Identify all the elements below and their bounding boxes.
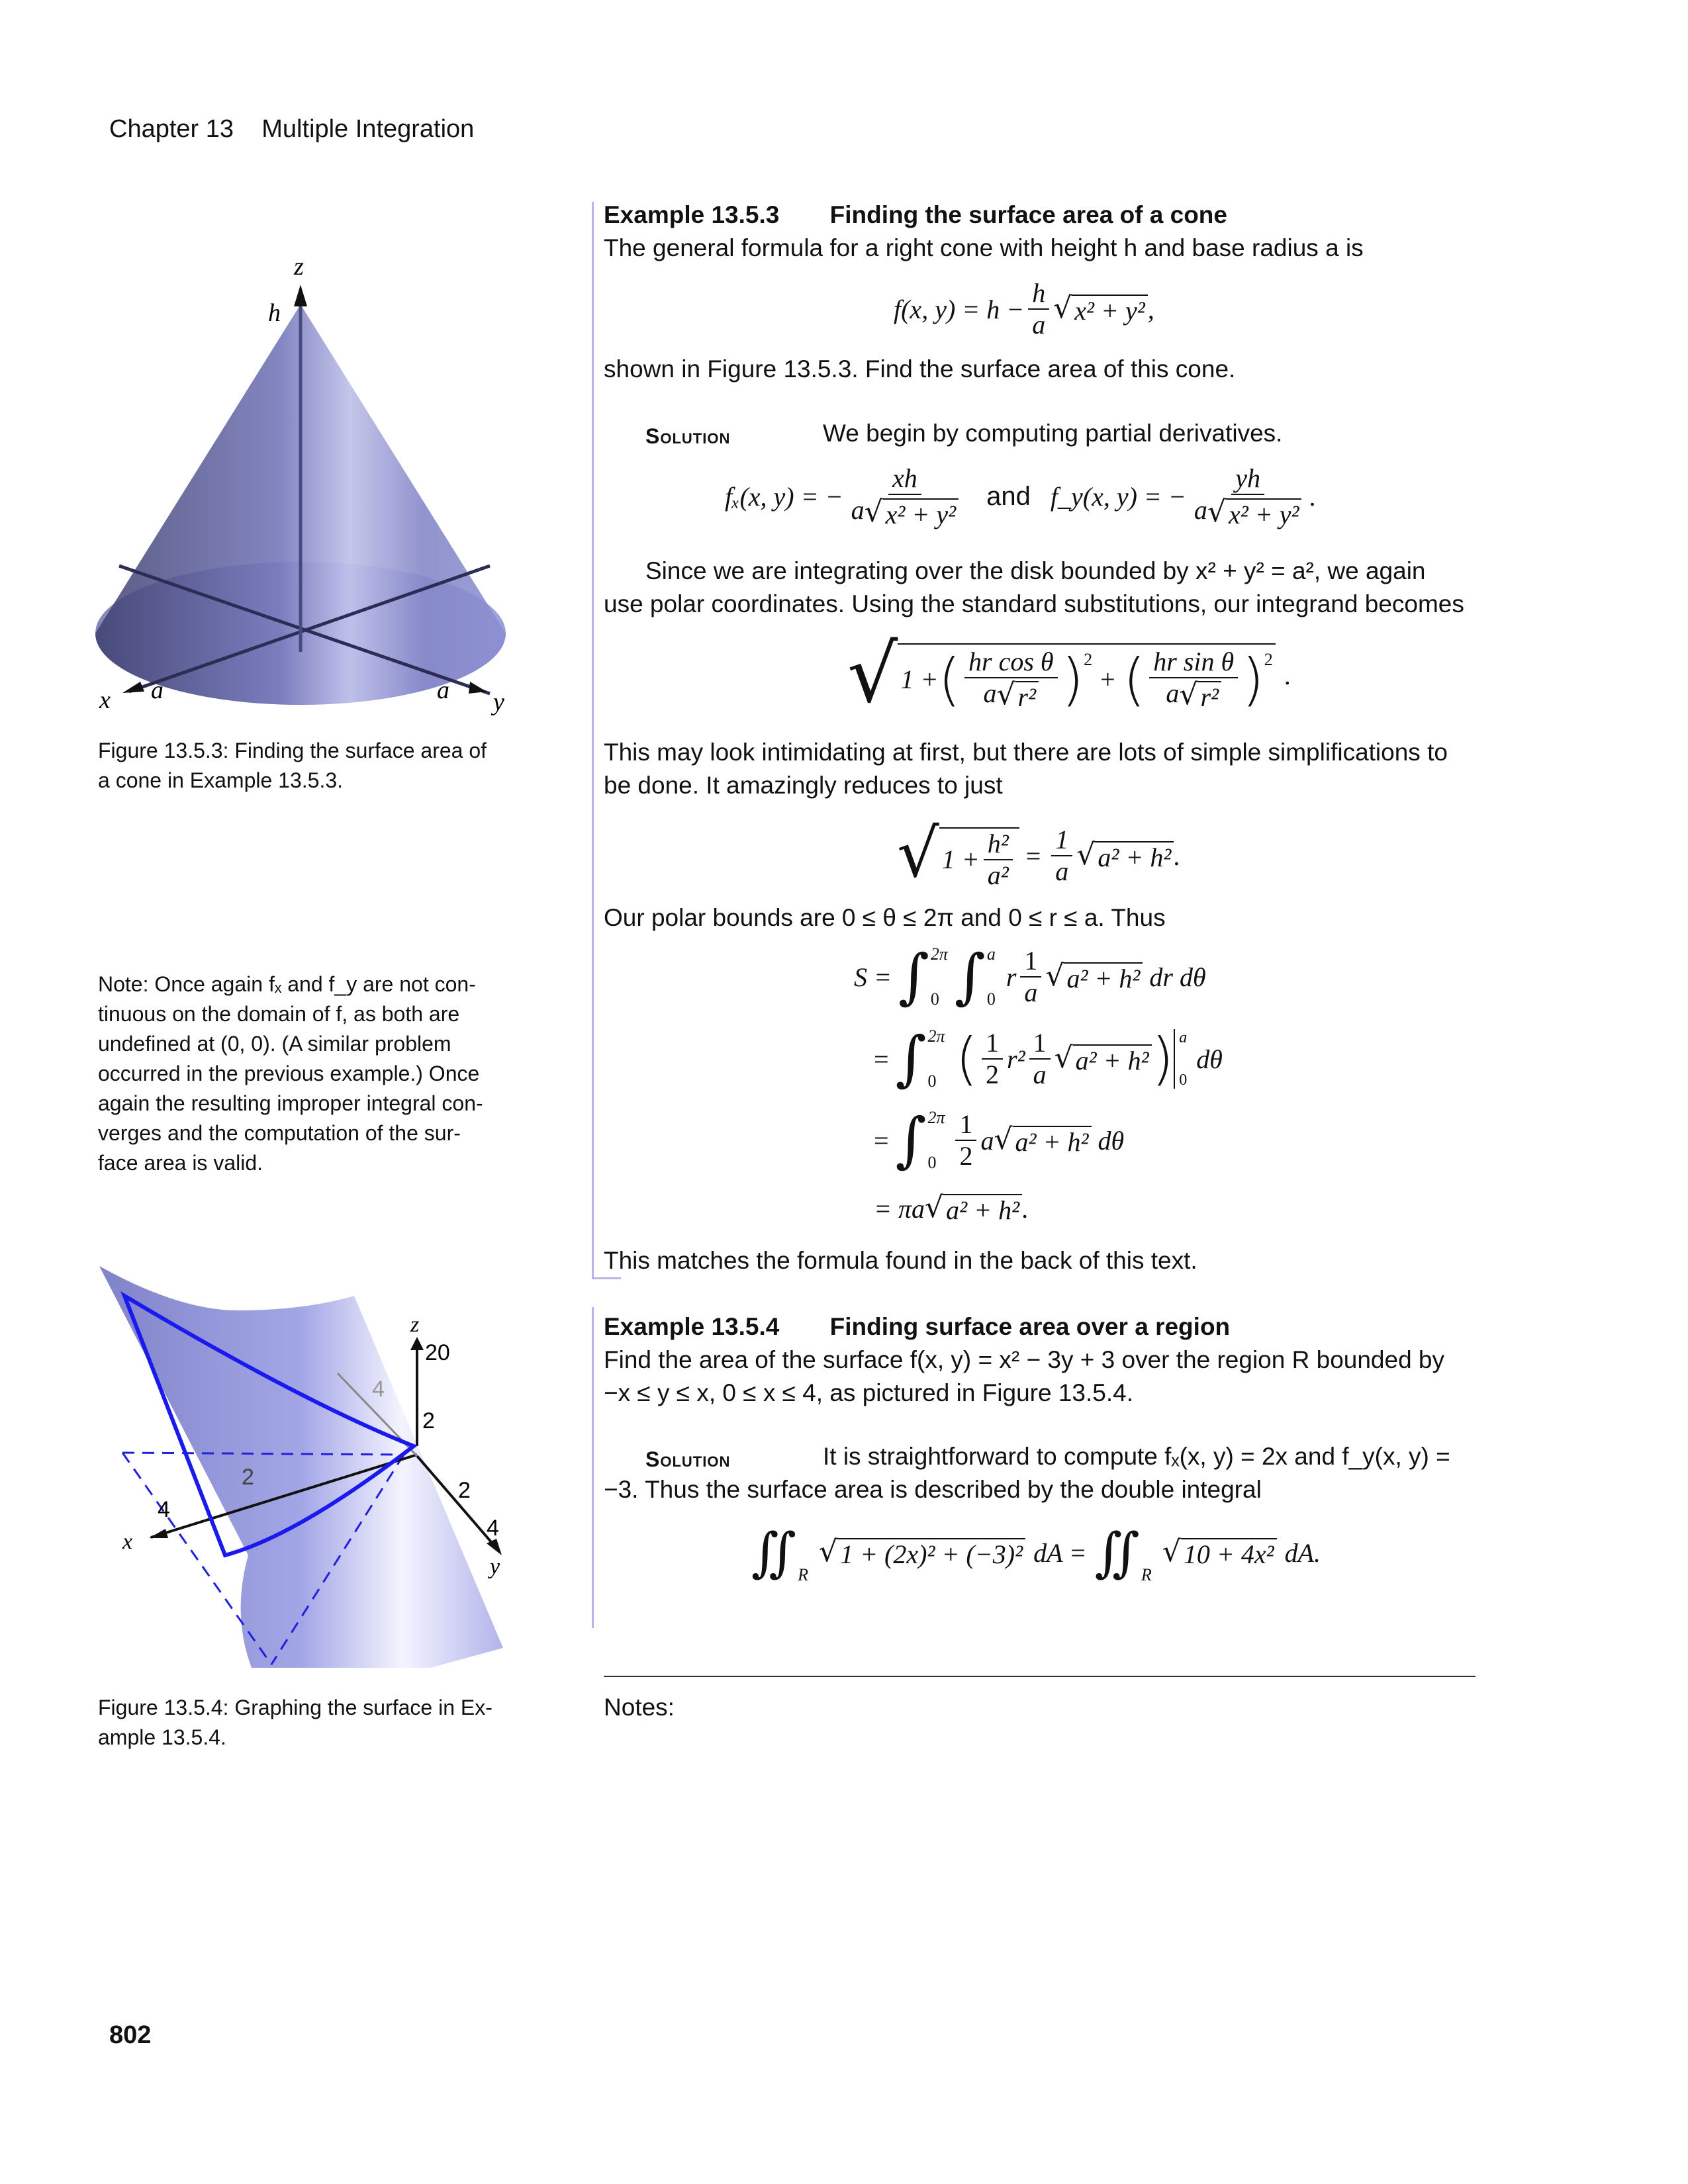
r-squared: r² [1007, 1044, 1025, 1074]
lower-limit: 0 [927, 1153, 937, 1172]
cone-formula [894, 278, 1154, 340]
caption-line: a cone in Example 13.5.3. [98, 768, 344, 792]
example-heading [604, 1310, 1230, 1343]
notes-label: Notes: [604, 1694, 675, 1721]
radicand: a² + h² [1073, 1044, 1152, 1076]
example-title: Finding the surface area of a cone [829, 201, 1227, 228]
square-root: √ 1 + ( hr cos θ a √ r² ) 2 + ( hr sin θ a √ r² ) 2 [847, 635, 1276, 715]
fraction [1190, 463, 1306, 530]
fraction [1028, 278, 1049, 340]
fx-lhs: fₓ(x, y) = − [725, 481, 843, 512]
differential: dr dθ [1149, 962, 1206, 992]
upper-limit: a [986, 944, 996, 964]
h-label: h [268, 299, 281, 327]
den-a: a [851, 495, 865, 525]
paragraph: We begin by computing partial derivatives. [823, 420, 1283, 447]
x-arrow-icon [122, 682, 144, 693]
differential: dθ [1098, 1125, 1125, 1156]
cone-figure [93, 255, 523, 718]
z-label: z [410, 1312, 420, 1337]
note-line: face area is valid. [98, 1151, 263, 1175]
lower-limit: 0 [930, 989, 939, 1009]
x-tick-2: 2 [242, 1465, 254, 1490]
z-arrow-icon [410, 1337, 424, 1350]
numerator: yh [1231, 463, 1264, 495]
radicand: a² + h² [943, 1194, 1022, 1226]
punctuation: . [1174, 841, 1181, 871]
x-tick-4: 4 [158, 1497, 170, 1522]
radicand: r² [1015, 681, 1039, 713]
solution-label-row [645, 1442, 730, 1476]
solution-label: Solution [645, 1447, 731, 1471]
integral-sign: ∫ 2π 0 [895, 1105, 945, 1175]
surface-figure [86, 1244, 536, 1668]
a-label: a [151, 676, 164, 704]
region-subscript: R [1141, 1565, 1152, 1584]
denominator: a √ x² + y² [847, 495, 963, 530]
z-arrow-icon [294, 285, 307, 306]
punctuation: , [1147, 294, 1154, 324]
radicand: a² + h² [1064, 962, 1143, 994]
caption-line: Figure 13.5.4: Graphing the surface in Ex- [98, 1696, 492, 1719]
y-label: y [493, 688, 504, 716]
radicand: a² + h² [1013, 1126, 1092, 1158]
fraction [847, 463, 963, 530]
equals: = [874, 1044, 889, 1074]
solution-label-row [645, 419, 730, 453]
numerator: 1 [982, 1028, 1003, 1060]
integral-step-1: S = ∫ 2π 0 ∫ a 0 r $\frac{1}{a}$ √ a² + h² dr dθ [854, 942, 1206, 1011]
paragraph: Find the area of the surface f(x, y) = x² − 3y + 3 over the region R bounded by [604, 1346, 1445, 1373]
example-heading [604, 199, 1227, 232]
fraction [1020, 946, 1041, 1008]
denominator: a [1055, 856, 1069, 886]
note-line: tinuous on the domain of f, as both are [98, 1002, 460, 1026]
numerator: 1 [1020, 946, 1041, 978]
simplified-formula [897, 815, 1181, 892]
fraction [964, 647, 1058, 713]
fraction [1029, 1028, 1051, 1090]
figure-caption [98, 1693, 492, 1752]
radicand: x² + y² [1072, 295, 1147, 326]
integral-result: = πa √ a² + h² . [874, 1191, 1029, 1225]
numerator: h [1028, 278, 1049, 310]
partial-derivatives [725, 463, 1316, 530]
numerator: 1 [1029, 1028, 1051, 1060]
paragraph: be done. It amazingly reduces to just [604, 772, 1003, 799]
note-line: occurred in the previous example.) Once [98, 1062, 480, 1085]
equals: = [874, 1125, 889, 1156]
paragraph: Our polar bounds are 0 ≤ θ ≤ 2π and 0 ≤ r ≤ a. Thus [604, 904, 1166, 931]
radicand: a² + h² [1095, 841, 1174, 873]
example-label: Example 13.5.3 [604, 201, 780, 228]
lower-eval: 0 [1179, 1071, 1188, 1089]
fraction [955, 1109, 976, 1171]
note-line: Note: Once again fₓ and f_y are not con- [98, 972, 476, 996]
note-line: undefined at (0, 0). (A similar problem [98, 1032, 451, 1056]
fraction [1051, 825, 1072, 887]
y-label: y [490, 1555, 500, 1579]
denominator: a √ r² [1162, 678, 1225, 713]
numerator: hr cos θ [964, 647, 1058, 678]
integral-sign: ∫ 2π 0 [895, 1024, 945, 1093]
punctuation: . [1022, 1193, 1029, 1224]
lower-limit: 0 [986, 989, 996, 1009]
square-root: √ x² + y² [1053, 292, 1148, 326]
plus: + [1100, 664, 1115, 694]
equals: = [1025, 841, 1041, 871]
differential: dA. [1284, 1537, 1321, 1568]
radicand: 10 + 4x² [1181, 1538, 1277, 1570]
gray-tick-2: 2 [422, 1408, 435, 1433]
denominator: a [1032, 310, 1046, 340]
punctuation: . [1284, 660, 1291, 690]
punctuation: . [1309, 481, 1317, 512]
double-integral-formula: ∬ R √ 1 + (2x)² + (−3)² dA = ∬ R √ 10 + 4x² dA. [751, 1522, 1321, 1584]
paragraph: This matches the formula found in the back of this text. [604, 1247, 1197, 1274]
paragraph: −3. Thus the surface area is described by the double integral [604, 1476, 1262, 1503]
chapter-title: Multiple Integration [261, 115, 475, 143]
page-number: 802 [109, 2021, 152, 2049]
denominator: a [1033, 1060, 1047, 1089]
den-a: a [983, 678, 997, 708]
exponent: 2 [1264, 650, 1273, 669]
integral-step-3: = ∫ 2π 0 $\frac{1}{2}$ a √ a² + h² dθ [874, 1105, 1125, 1175]
radicand: x² + y² [1226, 498, 1301, 530]
a: a [980, 1125, 994, 1156]
lower-limit: 0 [927, 1071, 937, 1091]
example-label: Example 13.5.4 [604, 1313, 780, 1340]
upper-limit: 2π [930, 944, 948, 964]
denominator: 2 [986, 1060, 1000, 1089]
radicand: 1 + (2x)² + (−3)² [837, 1538, 1025, 1570]
y-tick-2: 2 [458, 1478, 471, 1503]
differential: dA = [1033, 1537, 1087, 1568]
denominator: a² [987, 860, 1009, 890]
one-plus: 1 + [900, 664, 939, 694]
z-tick-20: 20 [425, 1340, 450, 1365]
numerator: h² [984, 829, 1013, 860]
radicand: r² [1197, 681, 1221, 713]
square-root: √ 1 + $\frac{\text{h²}}{\text{a²}}$ [897, 821, 1019, 891]
one-plus: 1 + [941, 844, 980, 874]
surface [99, 1266, 503, 1668]
integrand-formula [847, 629, 1291, 721]
paragraph: The general formula for a right cone with height h and base radius a is [604, 234, 1364, 261]
note-line: verges and the computation of the sur- [98, 1121, 461, 1145]
radicand: x² + y² [883, 498, 959, 530]
integral-step-2: = ∫ 2π 0 ( $\frac{1}{2}$ r² $\frac{1}{a}$ √ a² + h² ) a 0 dθ [874, 1024, 1223, 1093]
paragraph: It is straightforward to compute fₓ(x, y) = 2x and f_y(x, y) = [823, 1443, 1450, 1470]
example-rule [592, 202, 594, 1279]
numerator: 1 [955, 1109, 976, 1141]
margin-note [98, 970, 483, 1178]
y-tick-4: 4 [487, 1516, 499, 1541]
result-prefix: = πa [874, 1193, 925, 1224]
s-equals: S = [854, 962, 892, 992]
upper-limit: 2π [927, 1108, 945, 1127]
x-arrow-icon [149, 1529, 168, 1538]
note-line: again the resulting improper integral con- [98, 1091, 483, 1115]
paragraph: use polar coordinates. Using the standard substitutions, our integrand becomes [604, 590, 1464, 617]
evaluation-bar [1174, 1029, 1187, 1089]
chapter-number: Chapter 13 [109, 115, 234, 143]
paragraph: −x ≤ y ≤ x, 0 ≤ x ≤ 4, as pictured in Figure 13.5.4. [604, 1379, 1133, 1406]
paragraph: shown in Figure 13.5.3. Find the surface area of this cone. [604, 355, 1236, 383]
fraction [982, 1028, 1003, 1090]
denominator: 2 [959, 1141, 973, 1171]
z-label: z [294, 255, 304, 281]
numerator: xh [888, 463, 921, 495]
x-label: x [122, 1529, 133, 1554]
paragraph: This may look intimidating at first, but there are lots of simple simplifications to [604, 739, 1448, 766]
and-text: and [986, 481, 1031, 511]
example-rule-hook [592, 1277, 621, 1279]
numerator: 1 [1051, 825, 1072, 856]
numerator: hr sin θ [1149, 647, 1238, 678]
upper-eval: a [1179, 1029, 1188, 1046]
integral-sign: ∫ a 0 [954, 942, 996, 1011]
solution-label: Solution [645, 424, 731, 448]
caption-line: Figure 13.5.3: Finding the surface area of [98, 739, 487, 762]
paragraph: Since we are integrating over the disk bounded by x² + y² = a², we again [645, 557, 1426, 584]
fraction [1149, 647, 1238, 713]
gray-tick-4: 4 [372, 1377, 385, 1402]
example-rule [592, 1307, 594, 1628]
denominator: a [1024, 978, 1038, 1007]
exponent: 2 [1084, 650, 1093, 669]
r: r [1006, 962, 1017, 992]
figure-caption [98, 736, 487, 796]
double-integral-sign [751, 1521, 808, 1584]
denominator: a √ r² [980, 678, 1043, 713]
fy-lhs: f_y(x, y) = − [1050, 481, 1186, 512]
den-a: a [1166, 678, 1180, 708]
square-root: √ a² + h² [1076, 839, 1174, 873]
formula-lhs: f(x, y) = h − [894, 294, 1025, 324]
den-a: a [1194, 495, 1207, 525]
x-label: x [99, 686, 111, 714]
fraction [984, 829, 1013, 891]
y-arrow-icon [469, 682, 487, 694]
upper-limit: 2π [927, 1026, 945, 1046]
example-title: Finding surface area over a region [829, 1313, 1231, 1340]
double-integral-sign [1095, 1521, 1152, 1584]
a-label: a [437, 676, 449, 704]
region-subscript: R [798, 1565, 809, 1584]
denominator: a √ x² + y² [1190, 495, 1306, 530]
notes-divider [604, 1676, 1476, 1677]
running-header [109, 113, 474, 146]
differential: dθ [1196, 1044, 1223, 1074]
double-integral: ∬ [1094, 1522, 1140, 1583]
caption-line: ample 13.5.4. [98, 1725, 226, 1749]
integral-sign: ∫ 2π 0 [898, 942, 948, 1011]
double-integral: ∬ [751, 1522, 797, 1583]
